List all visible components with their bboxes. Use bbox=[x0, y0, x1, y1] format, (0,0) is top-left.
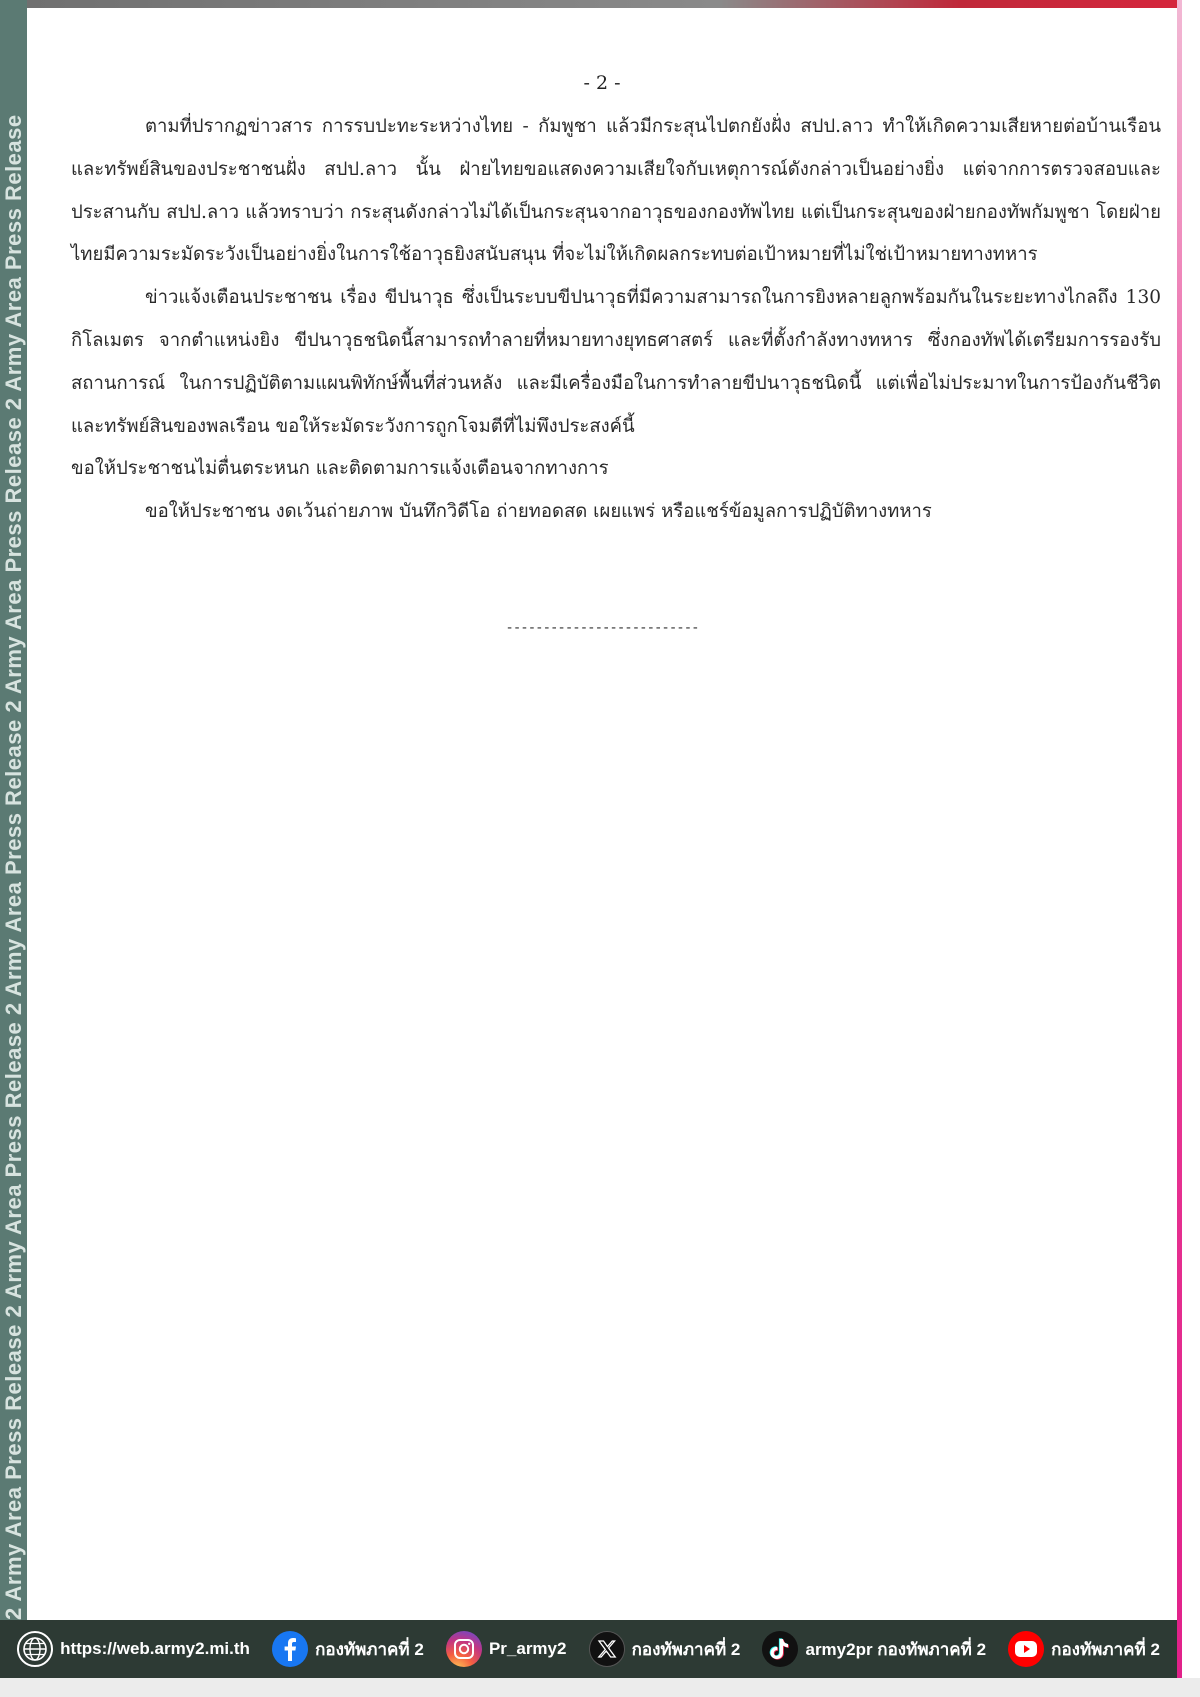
footer-x[interactable] bbox=[589, 1631, 741, 1667]
end-divider: -------------------------- bbox=[505, 620, 699, 636]
website-link[interactable]: https://web.army2.mi.th bbox=[60, 1639, 250, 1658]
document-page bbox=[27, 8, 1177, 1620]
x-label[interactable]: กองทัพภาคที่ 2 bbox=[631, 1639, 741, 1659]
tiktok-label[interactable]: army2pr กองทัพภาคที่ 2 bbox=[805, 1639, 987, 1659]
youtube-icon bbox=[1008, 1631, 1044, 1667]
instagram-label[interactable]: Pr_army2 bbox=[488, 1639, 567, 1658]
page-number: - 2 - bbox=[583, 72, 621, 94]
footer-facebook[interactable] bbox=[272, 1631, 424, 1667]
paragraph-missile-warning: ข่าวแจ้งเตือนประชาชน เรื่อง ขีปนาวุธ ซึ่งเป็นระบบขีปนาวุธที่มีความสามารถในการยิงหลายลูกพร้อมกันในระยะทางไกลถึง 130 กิโลเมตร จากตำแหน่งยิง ขีปนาวุธชนิดนี้สามารถทำลายที่หมายทางยุทธศาสตร์ และที่ตั้งกำลังทางทหาร ซึ่งกองทัพได้เตรียมการรองรับสถานการณ์ ในการปฏิบัติตามแผนพิทักษ์พื้นที่ส่วนหลัง และมีเครื่องมือในการทำลายขีปนาวุธชนิดนี้ แต่เพื่อไม่ประมาทในการป้องกันชีวิตและทรัพย์สินของพลเรือน ขอให้ระมัดระวังการถูกโจมตีที่ไม่พึงประสงค์นี้ bbox=[71, 287, 1161, 437]
footer-tiktok[interactable] bbox=[762, 1631, 986, 1667]
paragraph-stay-calm: ขอให้ประชาชนไม่ตื่นตระหนก และติดตามการแจ้งเตือนจากทางการ bbox=[71, 458, 609, 480]
paragraph-no-sharing: ขอให้ประชาชน งดเว้นถ่ายภาพ บันทึกวิดีโอ ถ่ายทอดสด เผยแพร่ หรือแชร์ข้อมูลการปฏิบัติทางทหาร bbox=[145, 501, 932, 523]
facebook-label[interactable]: กองทัพภาคที่ 2 bbox=[315, 1639, 424, 1659]
bottom-margin bbox=[0, 1678, 1200, 1697]
footer-instagram[interactable] bbox=[446, 1631, 567, 1667]
footer-website[interactable] bbox=[17, 1631, 250, 1667]
social-footer bbox=[0, 1620, 1177, 1678]
right-margin bbox=[1182, 0, 1200, 1697]
top-strip bbox=[0, 0, 1200, 8]
side-banner bbox=[0, 0, 27, 1620]
facebook-icon bbox=[272, 1631, 308, 1667]
globe-icon bbox=[17, 1631, 53, 1667]
paragraph-laos-statement: ตามที่ปรากฏข่าวสาร การรบปะทะระหว่างไทย - กัมพูชา แล้วมีกระสุนไปตกยังฝั่ง สปป.ลาว ทำให้เกิดความเสียหายต่อบ้านเรือน และทรัพย์สินของประชาชนฝั่ง สปป.ลาว นั้น ฝ่ายไทยขอแสดงความเสียใจกับเหตุการณ์ดังกล่าวเป็นอย่างยิ่ง แต่จากการตรวจสอบและประสานกับ สปป.ลาว แล้วทราบว่า กระสุนดังกล่าวไม่ได้เป็นกระสุนจากอาวุธของกองทัพไทย แต่เป็นกระสุนของฝ่ายกองทัพกัมพูชา โดยฝ่ายไทยมีความระมัดระวังเป็นอย่างยิ่งในการใช้อาวุธยิงสนับสนุน ที่จะไม่ให้เกิดผลกระทบต่อเป้าหมายที่ไม่ใช่เป้าหมายทางทหาร bbox=[71, 116, 1161, 266]
tiktok-icon bbox=[762, 1631, 798, 1667]
side-banner-text: 2 Army Area Press Release 2 Army Area Press Release 2 Army Area Press Release 2 Army Area Press Release 2 Army Area Press Release bbox=[1, 114, 26, 1620]
document-body bbox=[71, 106, 1161, 534]
x-icon bbox=[589, 1631, 625, 1667]
footer-youtube[interactable] bbox=[1008, 1631, 1160, 1667]
youtube-label[interactable]: กองทัพภาคที่ 2 bbox=[1051, 1639, 1160, 1659]
instagram-icon bbox=[446, 1631, 482, 1667]
